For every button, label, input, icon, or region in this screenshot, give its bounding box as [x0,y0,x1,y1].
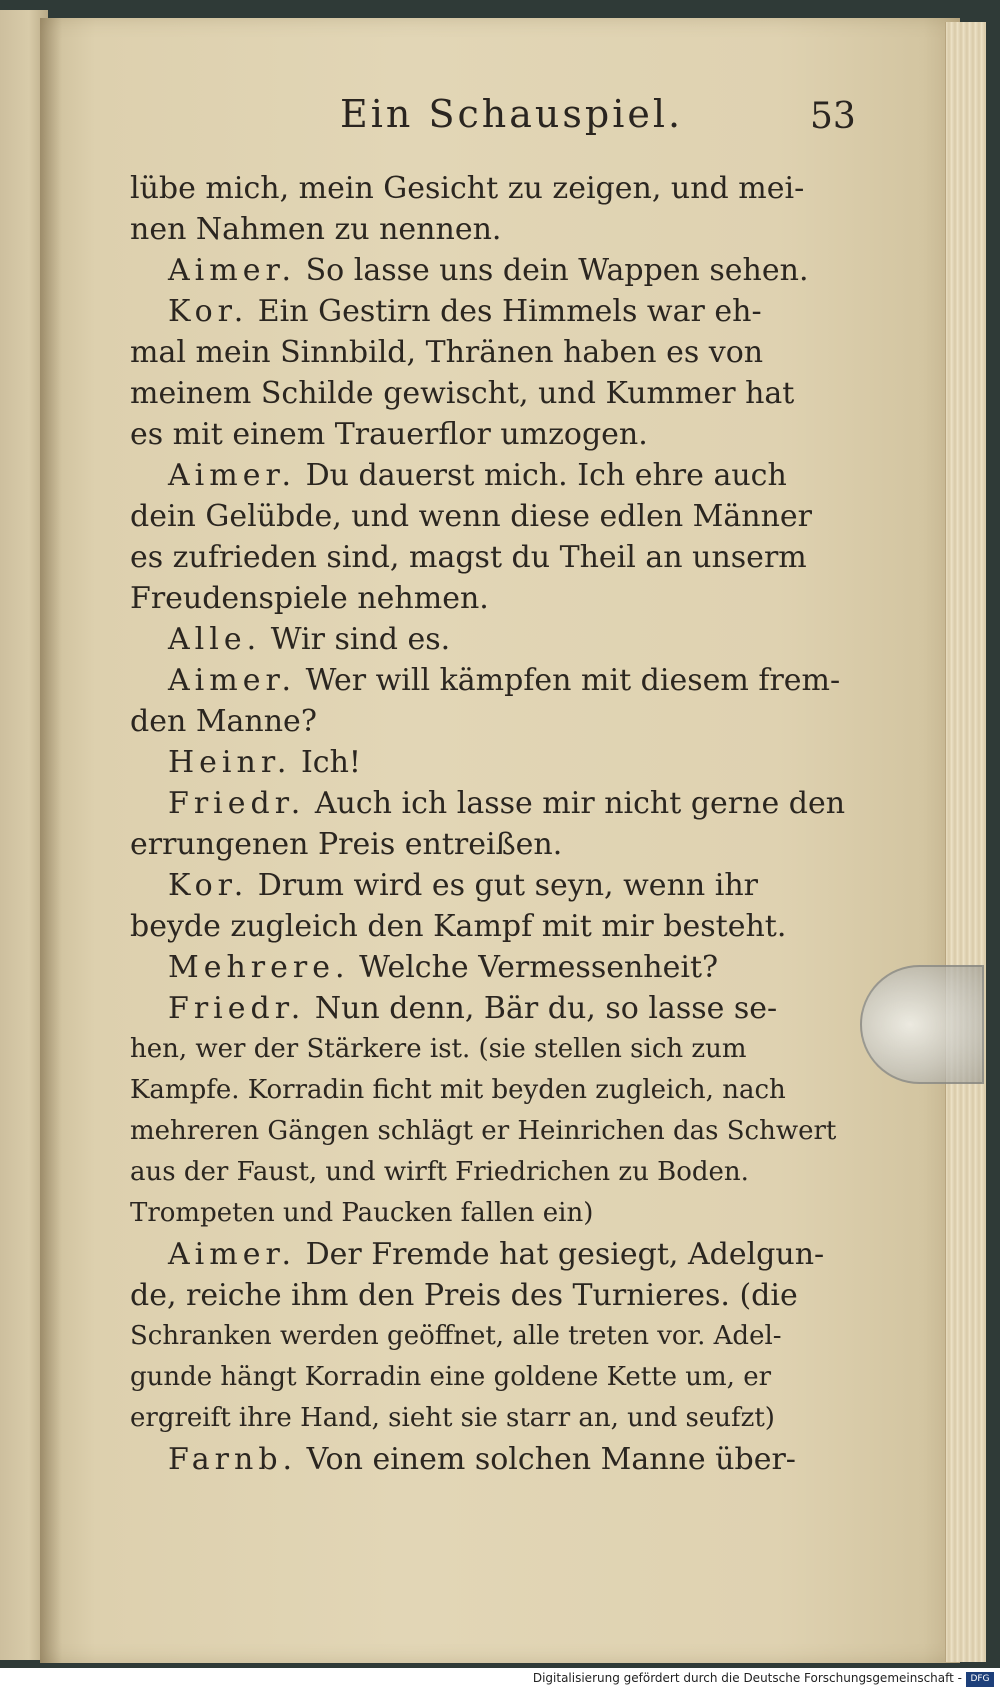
text-line [130,1152,850,1193]
text-line [130,1316,850,1357]
line-text: Wir sind es. [261,622,451,657]
line-text: Ich! [291,745,361,780]
line-text: Von einem solchen Manne über- [297,1442,796,1477]
line-text: Kampfe. Korradin ficht mit beyden zugleich, nach [130,1075,786,1105]
page-gutter-shadow [40,18,62,1663]
line-text: gunde hängt Korradin eine goldene Kette um, er [130,1362,772,1392]
text-line [130,1275,850,1316]
text-line [130,1193,850,1234]
footer-bar [0,1668,1000,1692]
line-text: de, reiche ihm den Preis des Turnieres. (die [130,1278,798,1313]
line-text: Der Fremde hat gesiegt, Adelgun- [296,1237,825,1272]
footer-credit: Digitalisierung gefördert durch die Deutsche Forschungsgemeinschaft - [532,1671,962,1685]
speaker-name: Friedr. [168,786,306,821]
line-text: Schranken werden geöffnet, alle treten vor. Adel- [130,1321,782,1351]
speaker-name: Aimer. [168,663,297,698]
text-line [130,373,850,414]
text-line [130,1111,850,1152]
line-text: es mit einem Trauerflor umzogen. [130,417,648,452]
page-header [0,92,1000,152]
text-line [130,414,850,455]
line-text: lübe mich, mein Gesicht zu zeigen, und mei- [130,171,805,206]
text-line [130,332,850,373]
text-line [130,701,850,742]
speaker-name: Farnb. [168,1442,298,1477]
text-line [130,1398,850,1439]
line-text: den Manne? [130,704,317,739]
line-text: mehreren Gängen schlägt er Heinrichen das Schwert [130,1116,837,1146]
line-text: So lasse uns dein Wappen sehen. [296,253,809,288]
line-text: dein Gelübde, und wenn diese edlen Männer [130,499,813,534]
line-text: meinem Schilde gewischt, und Kummer hat [130,376,795,411]
line-text: ergreift ihre Hand, sieht sie starr an, und seufzt) [130,1403,775,1433]
line-text: errungenen Preis entreißen. [130,827,563,862]
running-title: Ein Schauspiel. [340,92,684,136]
line-text: Freudenspiele nehmen. [130,581,489,616]
text-line [130,250,850,291]
text-line [130,824,850,865]
speaker-name: Friedr. [168,991,306,1026]
line-text: Welche Vermessenheit? [349,950,719,985]
text-line [130,783,850,824]
dfg-logo: DFG [966,1672,994,1687]
line-text: Wer will kämpfen mit diesem frem- [296,663,841,698]
text-line [130,947,850,988]
text-line [130,619,850,660]
page-clip [860,965,984,1084]
speaker-name: Aimer. [168,458,297,493]
text-line [130,496,850,537]
line-text: Trompeten und Paucken fallen ein) [130,1198,594,1228]
line-text: Drum wird es gut seyn, wenn ihr [248,868,759,903]
text-line [130,1029,850,1070]
speaker-name: Aimer. [168,253,297,288]
text-line [130,1070,850,1111]
text-line [130,209,850,250]
text-line [130,1357,850,1398]
speaker-name: Kor. [168,868,249,903]
text-line [130,865,850,906]
text-line [130,988,850,1029]
line-text: Nun denn, Bär du, so lasse se- [305,991,778,1026]
line-text: es zufrieden sind, magst du Theil an unserm [130,540,807,575]
page-fore-edge [945,22,986,1662]
text-line [130,1234,850,1275]
text-line [130,1439,850,1480]
text-line [130,906,850,947]
line-text: aus der Faust, und wirft Friedrichen zu Boden. [130,1157,749,1187]
line-text: Du dauerst mich. Ich ehre auch [296,458,787,493]
text-line [130,660,850,701]
speaker-name: Mehrere. [168,950,350,985]
text-line [130,578,850,619]
line-text: beyde zugleich den Kampf mit mir besteht. [130,909,787,944]
line-text: mal mein Sinnbild, Thränen haben es von [130,335,764,370]
speaker-name: Aimer. [168,1237,297,1272]
line-text: Auch ich lasse mir nicht gerne den [305,786,846,821]
speaker-name: Heinr. [168,745,292,780]
speaker-name: Alle. [168,622,262,657]
page-number: 53 [810,96,856,137]
page-text [130,168,850,1480]
text-line [130,291,850,332]
text-line [130,168,850,209]
line-text: nen Nahmen zu nennen. [130,212,502,247]
text-line [130,455,850,496]
speaker-name: Kor. [168,294,249,329]
line-text: Ein Gestirn des Himmels war eh- [248,294,762,329]
line-text: hen, wer der Stärkere ist. (sie stellen sich zum [130,1034,747,1064]
text-line [130,742,850,783]
text-line [130,537,850,578]
